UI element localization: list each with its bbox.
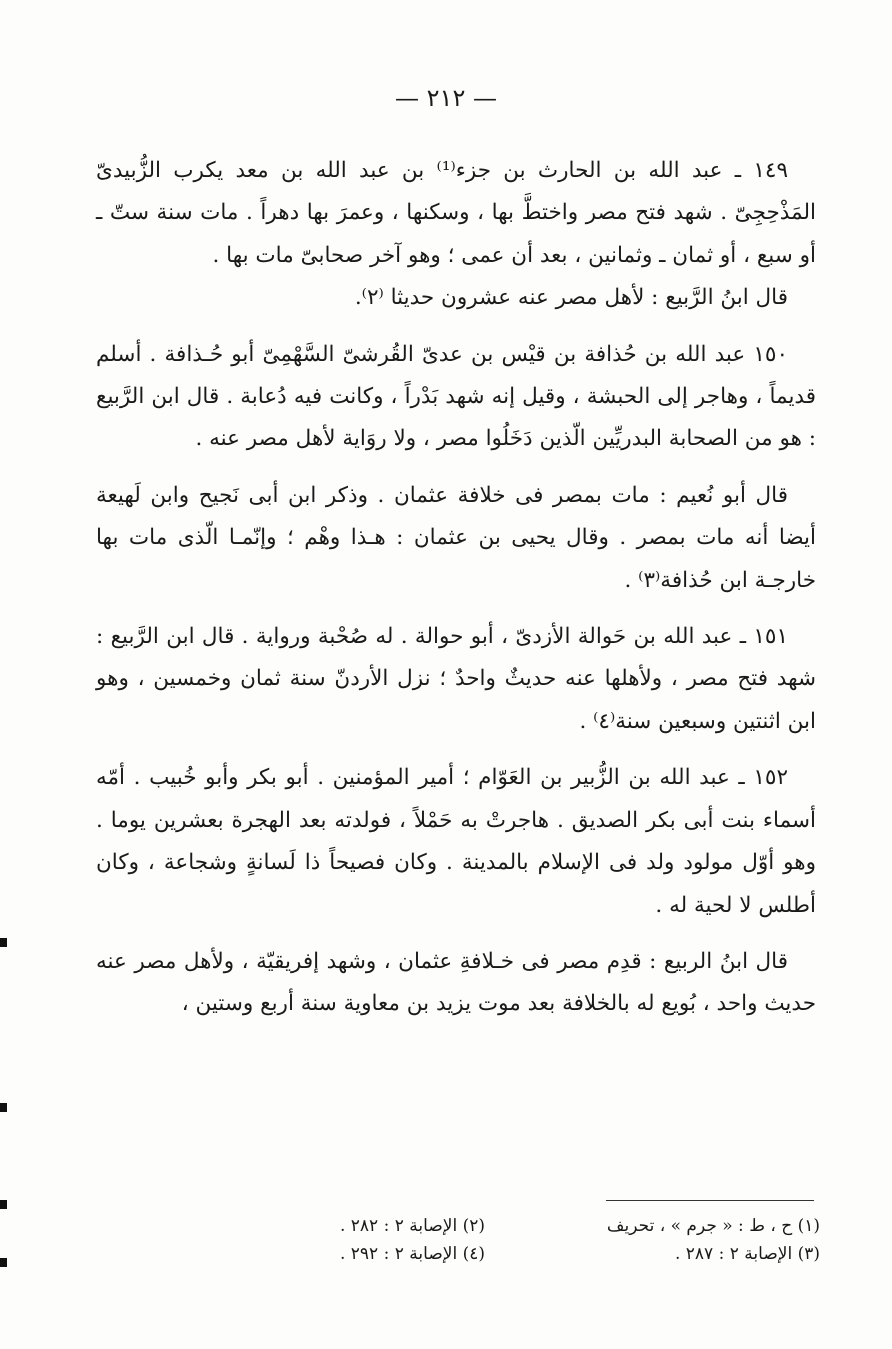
entry-150: ١٥٠ عبد الله بن حُذافة بن قيْس بن عدىّ القُرشىّ السَّهْمِىّ أبو حُـذافة . أسلم قديماً ، وهاجر إلى الحبشة ، وقيل إنه شهد بَدْراً ، وكانت فيه دُعابة . قال ابن الرَّبيع : هو من الصحابة البدريِّين الّذين دَخَلُوا مصر ، ولا روَاية لأهل مصر عنه . [96,341,816,452]
main-text [96,150,816,1026]
entry-149: ١٤٩ ـ عبد الله بن الحارث بن جزء⁽¹⁾ بن عبد الله بن معد يكرب الزُّبيدىّ المَذْحِجِىّ . شهد فتح مصر واختطَّ بها ، وسكنها ، وعمرَ بها دهراً . مات سنة ستّ ـ أو سبع ، أو ثمان ـ وثمانين ، بعد أن عمى ؛ وهو آخر صحابىّ مات بها . [96,158,816,268]
footnote-2: (٢) الإصابة ٢ : ٢٨٢ . [339,1216,485,1236]
note-abu-nuaym-150: قال أبو نُعيم : مات بمصر فى خلافة عثمان . وذكر ابن أبى نَجيح وابن لَهيعة أيضا أنه مات بمصر . وقال يحيى بن عثمان : هـذا وهْم ؛ وإنّمـا الّذى مات بها خارجـة ابن حُذافة⁽٣⁾ . [96,482,816,593]
footnotes [190,1212,820,1268]
scan-margin-mark [0,1103,7,1112]
scan-margin-mark [0,1200,7,1209]
page-number: — ٢١٢ — [395,84,497,112]
footnote-3: (٣) الإصابة ٢ : ٢٨٧ . [674,1244,820,1264]
note-ibn-rabi-149: قال ابنُ الرَّبيع : لأهل مصر عنه عشرون حديثا ⁽٢⁾. [354,285,788,311]
scan-margin-mark [0,938,7,947]
footnote-4: (٤) الإصابة ٢ : ٢٩٢ . [339,1244,485,1264]
footnote-1: (١) ح ، ط : « جرم » ، تحريف [606,1216,820,1236]
scan-margin-mark [0,1258,7,1267]
entry-152: ١٥٢ ـ عبد الله بن الزُّبير بن العَوّام ؛ أمير المؤمنين . أبو بكر وأبو خُبيب . أمّه أسماء بنت أبى بكر الصديق . هاجرتْ به حَمْلاً ، فولدته بعد الهجرة بعشرين يوما . وهو أوّل مولود ولد فى الإسلام بالمدينة . وكان فصيحاً ذا لَسانةٍ وشجاعة ، وكان أطلس لا لحية له . [96,765,816,918]
note-ibn-rabi-152: قال ابنُ الربيع : قدِم مصر فى خـلافةِ عثمان ، وشهد إفريقيّة ، ولأهل مصر عنه حديث واحد ، بُويع له بالخلافة بعد موت يزيد بن معاوية سنة أربع وستين ، [96,948,816,1017]
entry-151: ١٥١ ـ عبد الله بن حَوالة الأزدىّ ، أبو حوالة . له صُحْبة ورواية . قال ابن الرَّبيع : شهد فتح مصر ، ولأهلها عنه حديثٌ واحدٌ ؛ نزل الأردنّ سنة ثمان وخمسين ، وهو ابن اثنتين وسبعين سنة⁽٤⁾ . [96,624,816,734]
footnote-divider [606,1200,814,1201]
